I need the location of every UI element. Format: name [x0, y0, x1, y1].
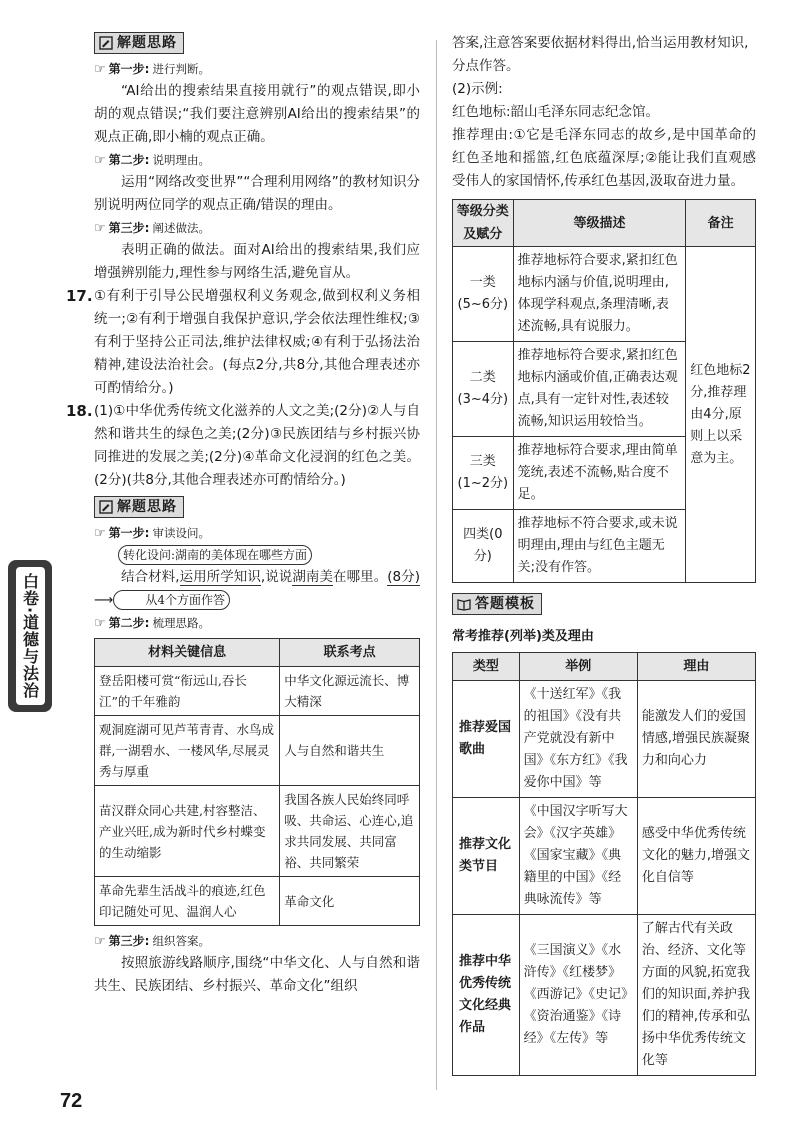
step-1: ☞ 第一步: 审读设问。	[94, 522, 420, 544]
continued-paragraph: 答案,注意答案要依据材料得出,恰当运用教材知识,分点作答。	[452, 35, 749, 74]
pointing-hand-icon: ☞	[94, 220, 106, 236]
section-header-solution-approach: 解题思路	[94, 496, 184, 518]
step-3: ☞ 第三步: 阐述做法。	[94, 217, 420, 239]
step-1-paragraph: “AI给出的搜索结果直接用就行”的观点错误,即小胡的观点错误;“我们要注意辨别AI给出的搜索结果”的观点正确,即小楠的观点正确。	[94, 83, 420, 145]
table-row: 登岳阳楼可赏“衔远山,吞长江”的千年雅韵 中华文化源远流长、博大精深	[95, 667, 420, 716]
column-header: 材料关键信息	[95, 639, 280, 667]
question-prompt: 结合材料,运用所学知识,说说湖南美在哪里。(8分) ⟶ 从4个方面作答	[94, 569, 421, 608]
grading-table	[452, 199, 756, 583]
step-3-paragraph: 表明正确的做法。面对AI给出的搜索结果,我们应增强辨别能力,理性参与网络生活,避免盲从。	[94, 242, 420, 281]
step-2: ☞ 第二步: 梳理思路。	[94, 612, 420, 634]
question-number: 18.	[66, 402, 93, 420]
pointing-hand-icon: ☞	[94, 933, 106, 949]
table-row: 二类(3~4分) 推荐地标符合要求,紧扣红色地标内涵或价值,正确表达观点,具有一定针对性,表述较流畅,知识运用较恰当。	[453, 342, 756, 437]
step-1: ☞ 第一步: 进行判断。	[94, 58, 420, 80]
column-header: 备注	[686, 200, 756, 247]
question-17-answer: 17. ①有利于引导公民增强权利义务观念,做到权利义务相统一;②有利于增强自我保护意识,学会依法理性维权;③有利于坚持公正司法,维护法律权威;④有利于弘扬法治精神,建设法治社会。(每点2分,共8分,其他合理表述亦可酌情给分。)	[66, 287, 420, 396]
table-row: 观洞庭湖可见芦苇青青、水鸟成群,一湖碧水、一楼风华,尽展灵秀与厚重 人与自然和谐共生	[95, 716, 420, 786]
template-title: 常考推荐(列举)类及理由	[452, 629, 594, 644]
pointing-hand-icon: ☞	[94, 615, 106, 631]
column-divider	[436, 40, 437, 1090]
column-header: 等级分类及赋分	[453, 200, 514, 247]
table-row: 一类(5~6分) 推荐地标符合要求,紧扣红色地标内涵与价值,说明理由,体现学科观点,条理清晰,表述流畅,具有说服力。 红色地标2分,推荐理由4分,原则上以采意为主。	[453, 247, 756, 342]
table-row: 推荐中华优秀传统文化经典作品 《三国演义》《水浒传》《红楼梦》《西游记》《史记》《资治通鉴》《诗经》《左传》等 了解古代有关政治、经济、文化等方面的风貌,拓宽我们的知识面,养护我们的精神,传承和弘扬中华优秀传统文化等	[453, 915, 756, 1076]
left-column	[66, 32, 421, 998]
page-number: 72	[60, 1090, 83, 1112]
table-row: 推荐爱国歌曲 《十送红军》《我的祖国》《没有共产党就没有新中国》《东方红》《我爱你中国》等 能激发人们的爱国情感,增强民族凝聚力和向心力	[453, 681, 756, 798]
example-reason: 推荐理由:①它是毛泽东同志的故乡,是中国革命的红色圣地和摇篮,红色底蕴深厚;②能让我们直观感受伟人的家国情怀,传承红色基因,汲取奋进力量。	[452, 127, 756, 189]
column-header: 举例	[519, 653, 637, 681]
step-2: ☞ 第二步: 说明理由。	[94, 149, 420, 171]
pointing-hand-icon: ☞	[94, 61, 106, 77]
table-header-row	[95, 639, 420, 667]
step-3: ☞ 第三步: 组织答案。	[94, 930, 420, 952]
table-row: 四类(0分) 推荐地标不符合要求,或未说明理由,理由与红色主题无关;没有作答。	[453, 510, 756, 583]
right-column	[452, 32, 756, 1076]
section-header-answer-template: 答题模板	[452, 593, 542, 615]
column-header: 类型	[453, 653, 520, 681]
table-header-row	[453, 200, 756, 247]
recommendation-template-table	[452, 652, 756, 1076]
table-row: 推荐文化类节目 《中国汉字听写大会》《汉字英雄》《国家宝藏》《典籍里的中国》《经典咏流传》等 感受中华优秀传统文化的魅力,增强文化自信等	[453, 798, 756, 915]
table-row: 革命先辈生活战斗的痕迹,红色印记随处可见、温润人心 革命文化	[95, 877, 420, 926]
table-row: 三类(1~2分) 推荐地标符合要求,理由简单笼统,表述不流畅,贴合度不足。	[453, 437, 756, 510]
section-header-solution-approach: 解题思路	[94, 32, 184, 54]
key-info-table	[94, 638, 420, 926]
pointing-hand-icon: ☞	[94, 525, 106, 541]
table-header-row	[453, 653, 756, 681]
note-cell: 红色地标2分,推荐理由4分,原则上以采意为主。	[686, 247, 756, 583]
step-3-paragraph: 按照旅游线路顺序,围绕“中华文化、人与自然和谐共生、民族团结、乡村振兴、革命文化”组织	[94, 955, 420, 994]
column-header: 等级描述	[513, 200, 686, 247]
column-header: 理由	[637, 653, 755, 681]
example-site: 红色地标:韶山毛泽东同志纪念馆。	[452, 104, 660, 120]
pointing-hand-icon: ☞	[94, 152, 106, 168]
step-2-paragraph: 运用“网络改变世界”“合理利用网络”的教材知识分别说明两位同学的观点正确/错误的理由。	[94, 174, 420, 213]
pencil-icon	[99, 500, 113, 514]
arrow-icon: ⟶	[94, 592, 114, 608]
question-18-answer: 18. (1)①中华优秀传统文化滋养的人文之美;(2分)②人与自然和谐共生的绿色之美;(2分)③民族团结与乡村振兴协同推进的发展之美;(2分)④革命文化浸润的红色之美。(2分)(共8分,其他合理表述亦可酌情给分。)	[66, 402, 420, 488]
table-row: 苗汉群众同心共建,村容整洁、产业兴旺,成为新时代乡村蝶变的生动缩影 我国各族人民始终同呼吸、共命运、心连心,追求共同发展、共同富裕、共同繁荣	[95, 786, 420, 877]
pencil-icon	[99, 36, 113, 50]
subject-side-tab: 白卷·道德与法治	[8, 560, 52, 712]
question-number: 17.	[66, 287, 93, 305]
answer-hint-box: 从4个方面作答	[113, 590, 230, 610]
annotation-row	[94, 544, 420, 566]
column-header: 联系考点	[280, 639, 420, 667]
rephrased-question-box: 转化设问:湖南的美体现在哪些方面	[118, 545, 312, 565]
example-title: (2)示例:	[452, 81, 503, 97]
book-icon	[457, 597, 471, 611]
